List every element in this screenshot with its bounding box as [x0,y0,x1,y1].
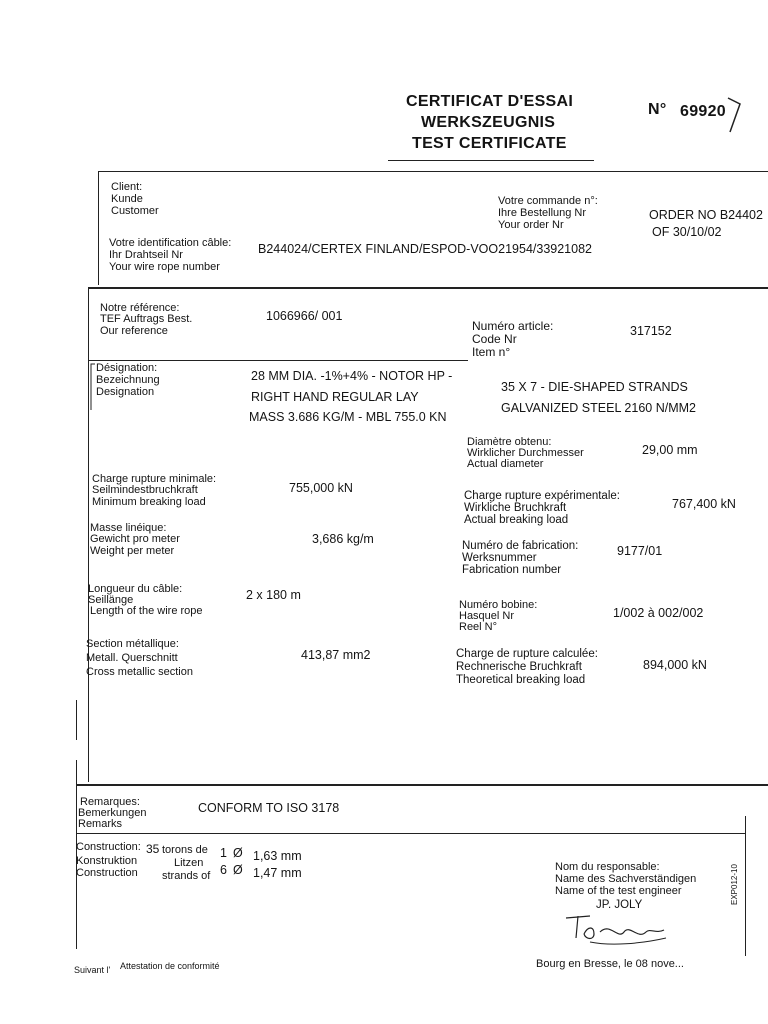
diameter-label-en: Actual diameter [467,458,544,470]
construction-row1-count: 1 [220,846,227,860]
order-value-line1: ORDER NO B24402 [649,208,763,222]
frame-top [98,171,768,172]
construction-label-fr: Construction: [76,841,141,853]
reel-label-fr: Numéro bobine: [459,599,538,611]
length-value: 2 x 180 m [246,588,301,602]
client-label-de: Kunde [111,193,143,205]
footer-left-partial: Suivant l' [74,965,111,975]
wire-rope-label-en: Your wire rope number [109,261,220,273]
construction-word-de: Litzen [174,857,204,869]
order-label-en: Your order Nr [498,219,564,231]
certificate-number-prefix: N° [648,101,667,118]
title-fr: CERTIFICAT D'ESSAI [406,93,574,110]
min-load-label-fr: Charge rupture minimale: [92,473,217,485]
reel-label-de: Hasquel Nr [459,610,515,622]
weight-label-de: Gewicht pro meter [90,533,180,545]
footer-place-date: Bourg en Bresse, le 08 nove... [536,958,684,970]
section-value: 413,87 mm2 [301,648,371,662]
title-underline [388,160,594,161]
title-en: TEST CERTIFICATE [412,135,567,152]
remarks-label-de: Bemerkungen [78,807,147,819]
length-label-en: Length of the wire rope [90,605,203,617]
min-load-label-en: Minimum breaking load [92,496,206,508]
actual-load-value: 767,400 kN [672,497,736,511]
order-value-line2: OF 30/10/02 [652,225,722,239]
diameter-value: 29,00 mm [642,443,698,457]
calc-load-label-en: Theoretical breaking load [456,674,586,686]
construction-row2-diameter-symbol: Ø [233,863,243,877]
title-de: WERKSZEUGNIS [421,114,556,131]
remarks-label-fr: Remarques: [80,796,140,808]
length-label-de: Seillänge [88,594,134,606]
diameter-label-de: Wirklicher Durchmesser [467,447,584,459]
fabrication-label-en: Fabrication number [462,564,562,576]
reference-value: 1066966/ 001 [266,309,343,323]
form-code: EXP012-10 [730,864,739,905]
section-label-de: Metall. Querschnitt [86,652,178,664]
section-divider-3 [76,784,768,786]
order-label-de: Ihre Bestellung Nr [498,207,587,219]
calc-load-value: 894,000 kN [643,658,707,672]
weight-label-en: Weight per meter [90,545,175,557]
designation-line5: GALVANIZED STEEL 2160 N/MM2 [501,401,696,415]
fabrication-label-de: Werksnummer [462,552,537,564]
construction-label-en: Construction [76,867,138,879]
weight-label-fr: Masse linéique: [90,522,167,534]
item-value: 317152 [630,324,672,338]
client-label-en: Customer [111,205,159,217]
diameter-label-fr: Diamètre obtenu: [467,436,552,448]
certificate-number: 69920 [680,103,726,120]
length-label-fr: Longueur du câble: [88,583,183,595]
actual-load-label-de: Wirkliche Bruchkraft [464,502,567,514]
fabrication-label-fr: Numéro de fabrication: [462,540,579,552]
construction-count: 35 [146,842,160,856]
construction-label-de: Konstruktion [76,855,138,867]
reference-label-fr: Notre référence: [100,302,180,314]
construction-row2-count: 6 [220,863,227,877]
reference-label-en: Our reference [100,325,168,337]
reference-label-de: TEF Auftrags Best. [100,313,193,325]
item-label-de: Code Nr [472,332,517,346]
frame-right-lower [745,816,746,956]
weight-value: 3,686 kg/m [312,532,374,546]
designation-line1: 28 MM DIA. -1%+4% - NOTOR HP - [251,369,453,383]
order-label-fr: Votre commande n°: [498,195,598,207]
construction-row1-value: 1,63 mm [253,849,302,863]
engineer-name: JP. JOLY [596,899,643,911]
actual-load-label-en: Actual breaking load [464,514,569,526]
remarks-label-en: Remarks [78,818,123,830]
calc-load-label-fr: Charge de rupture calculée: [456,648,598,660]
wire-rope-label-de: Ihr Drahtseil Nr [109,249,183,261]
engineer-label-fr: Nom du responsable: [555,861,660,873]
actual-load-label-fr: Charge rupture expérimentale: [464,490,620,502]
engineer-label-en: Name of the test engineer [555,885,682,897]
reel-value: 1/002 à 002/002 [613,606,704,620]
section-divider-1 [88,287,768,289]
construction-word-en: strands of [162,870,211,882]
designation-label-fr: Désignation: [96,362,158,374]
client-label-fr: Client: [111,181,143,193]
designation-label-en: Designation [96,386,155,398]
footer-attestation: Attestation de conformité [120,961,220,971]
number-slash-mark [716,96,746,136]
construction-row1-diameter-symbol: Ø [233,846,243,860]
section-divider-4 [76,833,746,834]
designation-line2: RIGHT HAND REGULAR LAY [251,390,419,404]
section-divider-2 [88,360,468,361]
margin-mark-2 [76,760,77,784]
reel-label-en: Reel N° [459,621,498,633]
construction-word-fr: torons de [162,844,208,856]
designation-line4: 35 X 7 - DIE-SHAPED STRANDS [501,380,688,394]
item-label-en: Item n° [472,345,511,359]
designation-line3: MASS 3.686 KG/M - MBL 755.0 KN [249,410,447,424]
construction-row2-value: 1,47 mm [253,866,302,880]
fabrication-value: 9177/01 [617,544,663,558]
min-load-value: 755,000 kN [289,481,353,495]
calc-load-label-de: Rechnerische Bruchkraft [456,661,582,673]
frame-left-upper [98,171,99,285]
engineer-signature [560,910,670,950]
section-label-fr: Section métallique: [86,638,179,650]
section-label-en: Cross metallic section [86,666,193,678]
item-label-fr: Numéro article: [472,319,554,333]
wire-rope-label-fr: Votre identification câble: [109,237,232,249]
wire-rope-value: B244024/CERTEX FINLAND/ESPOD-VOO21954/33921082 [258,242,592,256]
min-load-label-de: Seilmindestbruchkraft [92,484,198,496]
designation-bracket [89,362,97,412]
designation-label-de: Bezeichnung [96,374,160,386]
remarks-value: CONFORM TO ISO 3178 [198,801,340,815]
engineer-label-de: Name des Sachverständigen [555,873,697,885]
margin-mark-1 [76,700,77,740]
